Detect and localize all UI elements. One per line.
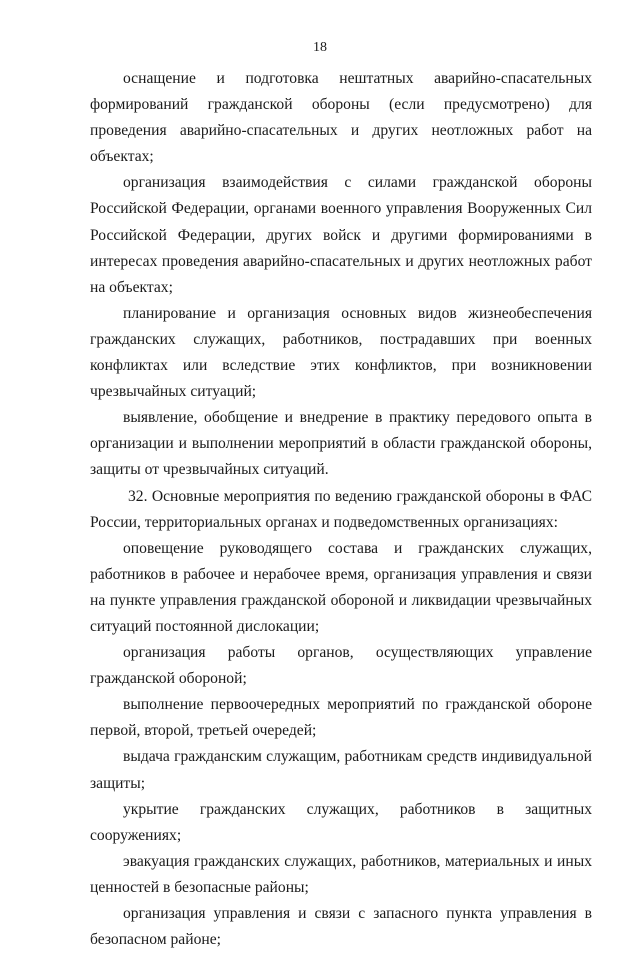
paragraph-evacuation: эвакуация гражданских служащих, работников, материальных и иных ценностей в безопасные районы; — [90, 852, 592, 896]
document-body — [90, 66, 592, 953]
paragraph-management-bodies: организация работы органов, осуществляющих управление гражданской обороной; — [90, 644, 592, 688]
paragraph-life-support-planning: планирование и организация основных видов жизнеобеспечения гражданских служащих, работников, пострадавших при военных конфликтах или вследствие этих конфликтов, при возникновении чрезвычайных ситуаций; — [90, 304, 592, 401]
paragraph-equipment-preparation: оснащение и подготовка нештатных аварийно-спасательных формирований гражданской обороны (если предусмотрено) для проведения аварийно-спасательных и других неотложных работ на объектах; — [90, 70, 592, 166]
paragraph-notification: оповещение руководящего состава и гражданских служащих, работников в рабочее и нерабочее время, организация управления и связи на пункте управления гражданской обороной и ликвидации чрезвычайных ситуаций постоянной дислокации; — [90, 539, 592, 635]
paragraph-shelter: укрытие гражданских служащих, работников в защитных сооружениях; — [90, 800, 592, 844]
paragraph-interaction-organization: организация взаимодействия с силами гражданской обороны Российской Федерации, органами военного управления Вооруженных Сил Российской Федерации, других войск и другими формированиями в интересах проведения аварийно-спасательных и других неотложных работ на объектах; — [90, 174, 592, 296]
section-32-heading: 32. Основные мероприятия по ведению гражданской обороны в ФАС России, территориальных органах и подведомственных организациях: — [90, 487, 592, 531]
page-number: 18 — [313, 40, 327, 55]
paragraph-best-practice: выявление, обобщение и внедрение в практику передового опыта в организации и выполнении мероприятий в области гражданской обороны, защиты от чрезвычайных ситуаций. — [90, 409, 592, 479]
paragraph-protective-equipment: выдача гражданским служащим, работникам средств индивидуальной защиты; — [90, 748, 592, 792]
paragraph-priority-measures: выполнение первоочередных мероприятий по гражданской обороне первой, второй, третьей очередей; — [90, 696, 592, 740]
paragraph-reserve-control-point: организация управления и связи с запасного пункта управления в безопасном районе; — [90, 905, 592, 949]
